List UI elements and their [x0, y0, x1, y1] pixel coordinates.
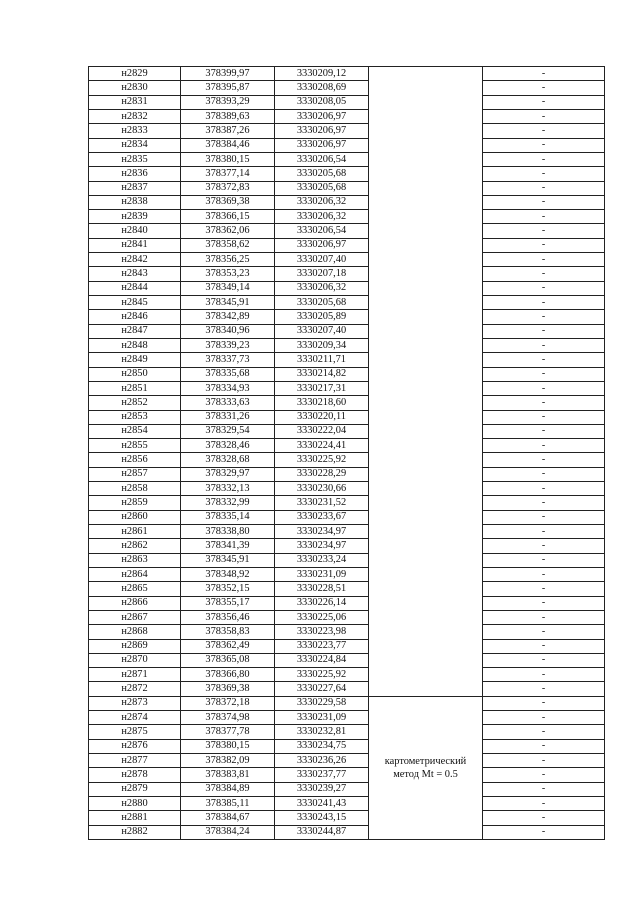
x-coordinate-cell: 378332,13	[181, 482, 275, 496]
table-row	[89, 296, 605, 310]
x-coordinate-cell: 378345,91	[181, 296, 275, 310]
point-id-cell: н2872	[89, 682, 181, 696]
x-coordinate-cell: 378377,14	[181, 167, 275, 181]
y-coordinate-cell: 3330237,77	[275, 768, 369, 782]
x-coordinate-cell: 378352,15	[181, 582, 275, 596]
point-id-cell: н2880	[89, 796, 181, 810]
table-row	[89, 181, 605, 195]
value-cell: -	[483, 711, 605, 725]
point-id-cell: н2860	[89, 510, 181, 524]
x-coordinate-cell: 378387,26	[181, 124, 275, 138]
table-row	[89, 596, 605, 610]
method-name: картометрический	[384, 755, 467, 767]
value-cell: -	[483, 496, 605, 510]
y-coordinate-cell: 3330206,54	[275, 224, 369, 238]
x-coordinate-cell: 378329,54	[181, 424, 275, 438]
y-coordinate-cell: 3330214,82	[275, 367, 369, 381]
x-coordinate-cell: 378342,89	[181, 310, 275, 324]
y-coordinate-cell: 3330228,51	[275, 582, 369, 596]
point-id-cell: н2842	[89, 253, 181, 267]
point-id-cell: н2879	[89, 782, 181, 796]
y-coordinate-cell: 3330218,60	[275, 396, 369, 410]
value-cell: -	[483, 324, 605, 338]
table-row	[89, 467, 605, 481]
point-id-cell: н2849	[89, 353, 181, 367]
x-coordinate-cell: 378349,14	[181, 281, 275, 295]
value-cell: -	[483, 639, 605, 653]
point-id-cell: н2838	[89, 195, 181, 209]
value-cell: -	[483, 181, 605, 195]
x-coordinate-cell: 378384,46	[181, 138, 275, 152]
value-cell: -	[483, 682, 605, 696]
point-id-cell: н2876	[89, 739, 181, 753]
point-id-cell: н2831	[89, 95, 181, 109]
value-cell: -	[483, 439, 605, 453]
point-id-cell: н2854	[89, 424, 181, 438]
table-row	[89, 353, 605, 367]
table-row	[89, 610, 605, 624]
value-cell: -	[483, 596, 605, 610]
x-coordinate-cell: 378380,15	[181, 152, 275, 166]
y-coordinate-cell: 3330234,75	[275, 739, 369, 753]
value-cell: -	[483, 696, 605, 710]
point-id-cell: н2851	[89, 381, 181, 395]
y-coordinate-cell: 3330231,52	[275, 496, 369, 510]
y-coordinate-cell: 3330232,81	[275, 725, 369, 739]
y-coordinate-cell: 3330207,18	[275, 267, 369, 281]
point-id-cell: н2865	[89, 582, 181, 596]
y-coordinate-cell: 3330224,84	[275, 653, 369, 667]
y-coordinate-cell: 3330227,64	[275, 682, 369, 696]
x-coordinate-cell: 378338,80	[181, 525, 275, 539]
x-coordinate-cell: 378345,91	[181, 553, 275, 567]
table-row	[89, 167, 605, 181]
method-accuracy: метод Mt = 0.5	[393, 768, 458, 780]
value-cell: -	[483, 653, 605, 667]
method-cell-empty	[369, 67, 483, 697]
table-row	[89, 653, 605, 667]
point-id-cell: н2843	[89, 267, 181, 281]
y-coordinate-cell: 3330243,15	[275, 811, 369, 825]
table-row	[89, 582, 605, 596]
coordinates-table	[88, 66, 605, 840]
table-row	[89, 796, 605, 810]
y-coordinate-cell: 3330229,58	[275, 696, 369, 710]
point-id-cell: н2869	[89, 639, 181, 653]
table-row	[89, 310, 605, 324]
y-coordinate-cell: 3330217,31	[275, 381, 369, 395]
x-coordinate-cell: 378384,67	[181, 811, 275, 825]
x-coordinate-cell: 378329,97	[181, 467, 275, 481]
point-id-cell: н2830	[89, 81, 181, 95]
x-coordinate-cell: 378353,23	[181, 267, 275, 281]
table-row	[89, 253, 605, 267]
x-coordinate-cell: 378332,99	[181, 496, 275, 510]
x-coordinate-cell: 378362,49	[181, 639, 275, 653]
table-row	[89, 811, 605, 825]
table-row	[89, 553, 605, 567]
table-row	[89, 539, 605, 553]
x-coordinate-cell: 378395,87	[181, 81, 275, 95]
table-row	[89, 95, 605, 109]
y-coordinate-cell: 3330224,41	[275, 439, 369, 453]
y-coordinate-cell: 3330207,40	[275, 324, 369, 338]
point-id-cell: н2857	[89, 467, 181, 481]
y-coordinate-cell: 3330208,05	[275, 95, 369, 109]
value-cell: -	[483, 467, 605, 481]
y-coordinate-cell: 3330206,32	[275, 210, 369, 224]
x-coordinate-cell: 378339,23	[181, 338, 275, 352]
point-id-cell: н2873	[89, 696, 181, 710]
value-cell: -	[483, 582, 605, 596]
table-row	[89, 124, 605, 138]
y-coordinate-cell: 3330206,97	[275, 138, 369, 152]
y-coordinate-cell: 3330231,09	[275, 711, 369, 725]
y-coordinate-cell: 3330241,43	[275, 796, 369, 810]
x-coordinate-cell: 378385,11	[181, 796, 275, 810]
value-cell: -	[483, 167, 605, 181]
table-row	[89, 152, 605, 166]
point-id-cell: н2835	[89, 152, 181, 166]
point-id-cell: н2846	[89, 310, 181, 324]
y-coordinate-cell: 3330205,68	[275, 181, 369, 195]
x-coordinate-cell: 378333,63	[181, 396, 275, 410]
value-cell: -	[483, 782, 605, 796]
y-coordinate-cell: 3330222,04	[275, 424, 369, 438]
value-cell: -	[483, 754, 605, 768]
point-id-cell: н2844	[89, 281, 181, 295]
x-coordinate-cell: 378358,83	[181, 625, 275, 639]
point-id-cell: н2855	[89, 439, 181, 453]
y-coordinate-cell: 3330234,97	[275, 539, 369, 553]
point-id-cell: н2853	[89, 410, 181, 424]
table-row	[89, 711, 605, 725]
x-coordinate-cell: 378328,46	[181, 439, 275, 453]
x-coordinate-cell: 378335,68	[181, 367, 275, 381]
value-cell: -	[483, 410, 605, 424]
table-row	[89, 281, 605, 295]
table-row	[89, 410, 605, 424]
y-coordinate-cell: 3330211,71	[275, 353, 369, 367]
table-row	[89, 668, 605, 682]
x-coordinate-cell: 378355,17	[181, 596, 275, 610]
y-coordinate-cell: 3330206,32	[275, 195, 369, 209]
value-cell: -	[483, 338, 605, 352]
value-cell: -	[483, 811, 605, 825]
value-cell: -	[483, 525, 605, 539]
y-coordinate-cell: 3330206,54	[275, 152, 369, 166]
value-cell: -	[483, 610, 605, 624]
point-id-cell: н2834	[89, 138, 181, 152]
value-cell: -	[483, 668, 605, 682]
y-coordinate-cell: 3330228,29	[275, 467, 369, 481]
value-cell: -	[483, 739, 605, 753]
y-coordinate-cell: 3330239,27	[275, 782, 369, 796]
x-coordinate-cell: 378389,63	[181, 109, 275, 123]
value-cell: -	[483, 825, 605, 839]
value-cell: -	[483, 238, 605, 252]
y-coordinate-cell: 3330226,14	[275, 596, 369, 610]
coordinates-table-body	[89, 67, 605, 840]
x-coordinate-cell: 378340,96	[181, 324, 275, 338]
x-coordinate-cell: 378365,08	[181, 653, 275, 667]
point-id-cell: н2878	[89, 768, 181, 782]
x-coordinate-cell: 378372,18	[181, 696, 275, 710]
point-id-cell: н2852	[89, 396, 181, 410]
table-row	[89, 439, 605, 453]
table-row	[89, 482, 605, 496]
point-id-cell: н2866	[89, 596, 181, 610]
point-id-cell: н2856	[89, 453, 181, 467]
point-id-cell: н2867	[89, 610, 181, 624]
x-coordinate-cell: 378393,29	[181, 95, 275, 109]
table-row	[89, 238, 605, 252]
value-cell: -	[483, 510, 605, 524]
value-cell: -	[483, 95, 605, 109]
y-coordinate-cell: 3330230,66	[275, 482, 369, 496]
point-id-cell: н2836	[89, 167, 181, 181]
x-coordinate-cell: 378335,14	[181, 510, 275, 524]
table-row	[89, 195, 605, 209]
table-row	[89, 453, 605, 467]
x-coordinate-cell: 378366,80	[181, 668, 275, 682]
y-coordinate-cell: 3330206,97	[275, 238, 369, 252]
point-id-cell: н2840	[89, 224, 181, 238]
y-coordinate-cell: 3330207,40	[275, 253, 369, 267]
value-cell: -	[483, 296, 605, 310]
point-id-cell: н2858	[89, 482, 181, 496]
value-cell: -	[483, 210, 605, 224]
point-id-cell: н2870	[89, 653, 181, 667]
point-id-cell: н2871	[89, 668, 181, 682]
y-coordinate-cell: 3330205,89	[275, 310, 369, 324]
table-row	[89, 210, 605, 224]
point-id-cell: н2832	[89, 109, 181, 123]
x-coordinate-cell: 378372,83	[181, 181, 275, 195]
table-row	[89, 338, 605, 352]
value-cell: -	[483, 253, 605, 267]
x-coordinate-cell: 378348,92	[181, 567, 275, 581]
x-coordinate-cell: 378341,39	[181, 539, 275, 553]
table-row	[89, 81, 605, 95]
value-cell: -	[483, 195, 605, 209]
point-id-cell: н2833	[89, 124, 181, 138]
y-coordinate-cell: 3330223,77	[275, 639, 369, 653]
table-row	[89, 324, 605, 338]
value-cell: -	[483, 310, 605, 324]
table-row	[89, 696, 605, 710]
table-row	[89, 510, 605, 524]
table-row	[89, 109, 605, 123]
y-coordinate-cell: 3330225,92	[275, 668, 369, 682]
value-cell: -	[483, 567, 605, 581]
x-coordinate-cell: 378369,38	[181, 195, 275, 209]
table-row	[89, 739, 605, 753]
table-row	[89, 424, 605, 438]
y-coordinate-cell: 3330223,98	[275, 625, 369, 639]
point-id-cell: н2839	[89, 210, 181, 224]
value-cell: -	[483, 67, 605, 81]
table-row	[89, 682, 605, 696]
value-cell: -	[483, 553, 605, 567]
value-cell: -	[483, 796, 605, 810]
y-coordinate-cell: 3330205,68	[275, 167, 369, 181]
table-row	[89, 138, 605, 152]
value-cell: -	[483, 539, 605, 553]
value-cell: -	[483, 81, 605, 95]
point-id-cell: н2861	[89, 525, 181, 539]
point-id-cell: н2848	[89, 338, 181, 352]
table-row	[89, 825, 605, 839]
x-coordinate-cell: 378328,68	[181, 453, 275, 467]
point-id-cell: н2863	[89, 553, 181, 567]
table-row	[89, 224, 605, 238]
value-cell: -	[483, 281, 605, 295]
point-id-cell: н2829	[89, 67, 181, 81]
point-id-cell: н2859	[89, 496, 181, 510]
y-coordinate-cell: 3330225,92	[275, 453, 369, 467]
x-coordinate-cell: 378362,06	[181, 224, 275, 238]
x-coordinate-cell: 378384,24	[181, 825, 275, 839]
point-id-cell: н2868	[89, 625, 181, 639]
y-coordinate-cell: 3330209,12	[275, 67, 369, 81]
value-cell: -	[483, 138, 605, 152]
value-cell: -	[483, 124, 605, 138]
x-coordinate-cell: 378356,25	[181, 253, 275, 267]
method-cell	[369, 696, 483, 839]
point-id-cell: н2864	[89, 567, 181, 581]
value-cell: -	[483, 381, 605, 395]
point-id-cell: н2874	[89, 711, 181, 725]
y-coordinate-cell: 3330209,34	[275, 338, 369, 352]
x-coordinate-cell: 378334,93	[181, 381, 275, 395]
y-coordinate-cell: 3330233,67	[275, 510, 369, 524]
x-coordinate-cell: 378356,46	[181, 610, 275, 624]
table-row	[89, 754, 605, 768]
value-cell: -	[483, 453, 605, 467]
y-coordinate-cell: 3330206,32	[275, 281, 369, 295]
y-coordinate-cell: 3330244,87	[275, 825, 369, 839]
x-coordinate-cell: 378399,97	[181, 67, 275, 81]
value-cell: -	[483, 152, 605, 166]
table-row	[89, 525, 605, 539]
y-coordinate-cell: 3330220,11	[275, 410, 369, 424]
table-row	[89, 396, 605, 410]
x-coordinate-cell: 378331,26	[181, 410, 275, 424]
y-coordinate-cell: 3330233,24	[275, 553, 369, 567]
x-coordinate-cell: 378366,15	[181, 210, 275, 224]
value-cell: -	[483, 353, 605, 367]
value-cell: -	[483, 768, 605, 782]
value-cell: -	[483, 625, 605, 639]
table-row	[89, 639, 605, 653]
y-coordinate-cell: 3330236,26	[275, 754, 369, 768]
value-cell: -	[483, 367, 605, 381]
x-coordinate-cell: 378374,98	[181, 711, 275, 725]
x-coordinate-cell: 378384,89	[181, 782, 275, 796]
y-coordinate-cell: 3330208,69	[275, 81, 369, 95]
table-row	[89, 381, 605, 395]
point-id-cell: н2875	[89, 725, 181, 739]
table-row	[89, 67, 605, 81]
table-row	[89, 768, 605, 782]
y-coordinate-cell: 3330231,09	[275, 567, 369, 581]
point-id-cell: н2882	[89, 825, 181, 839]
value-cell: -	[483, 109, 605, 123]
value-cell: -	[483, 424, 605, 438]
x-coordinate-cell: 378380,15	[181, 739, 275, 753]
table-row	[89, 567, 605, 581]
point-id-cell: н2850	[89, 367, 181, 381]
value-cell: -	[483, 224, 605, 238]
point-id-cell: н2847	[89, 324, 181, 338]
y-coordinate-cell: 3330206,97	[275, 124, 369, 138]
table-row	[89, 367, 605, 381]
y-coordinate-cell: 3330225,06	[275, 610, 369, 624]
point-id-cell: н2881	[89, 811, 181, 825]
y-coordinate-cell: 3330206,97	[275, 109, 369, 123]
value-cell: -	[483, 725, 605, 739]
value-cell: -	[483, 396, 605, 410]
x-coordinate-cell: 378383,81	[181, 768, 275, 782]
x-coordinate-cell: 378382,09	[181, 754, 275, 768]
x-coordinate-cell: 378337,73	[181, 353, 275, 367]
value-cell: -	[483, 482, 605, 496]
point-id-cell: н2837	[89, 181, 181, 195]
table-row	[89, 725, 605, 739]
point-id-cell: н2841	[89, 238, 181, 252]
table-row	[89, 267, 605, 281]
x-coordinate-cell: 378358,62	[181, 238, 275, 252]
value-cell: -	[483, 267, 605, 281]
point-id-cell: н2877	[89, 754, 181, 768]
table-row	[89, 782, 605, 796]
table-row	[89, 625, 605, 639]
table-row	[89, 496, 605, 510]
point-id-cell: н2845	[89, 296, 181, 310]
y-coordinate-cell: 3330234,97	[275, 525, 369, 539]
x-coordinate-cell: 378369,38	[181, 682, 275, 696]
x-coordinate-cell: 378377,78	[181, 725, 275, 739]
point-id-cell: н2862	[89, 539, 181, 553]
y-coordinate-cell: 3330205,68	[275, 296, 369, 310]
